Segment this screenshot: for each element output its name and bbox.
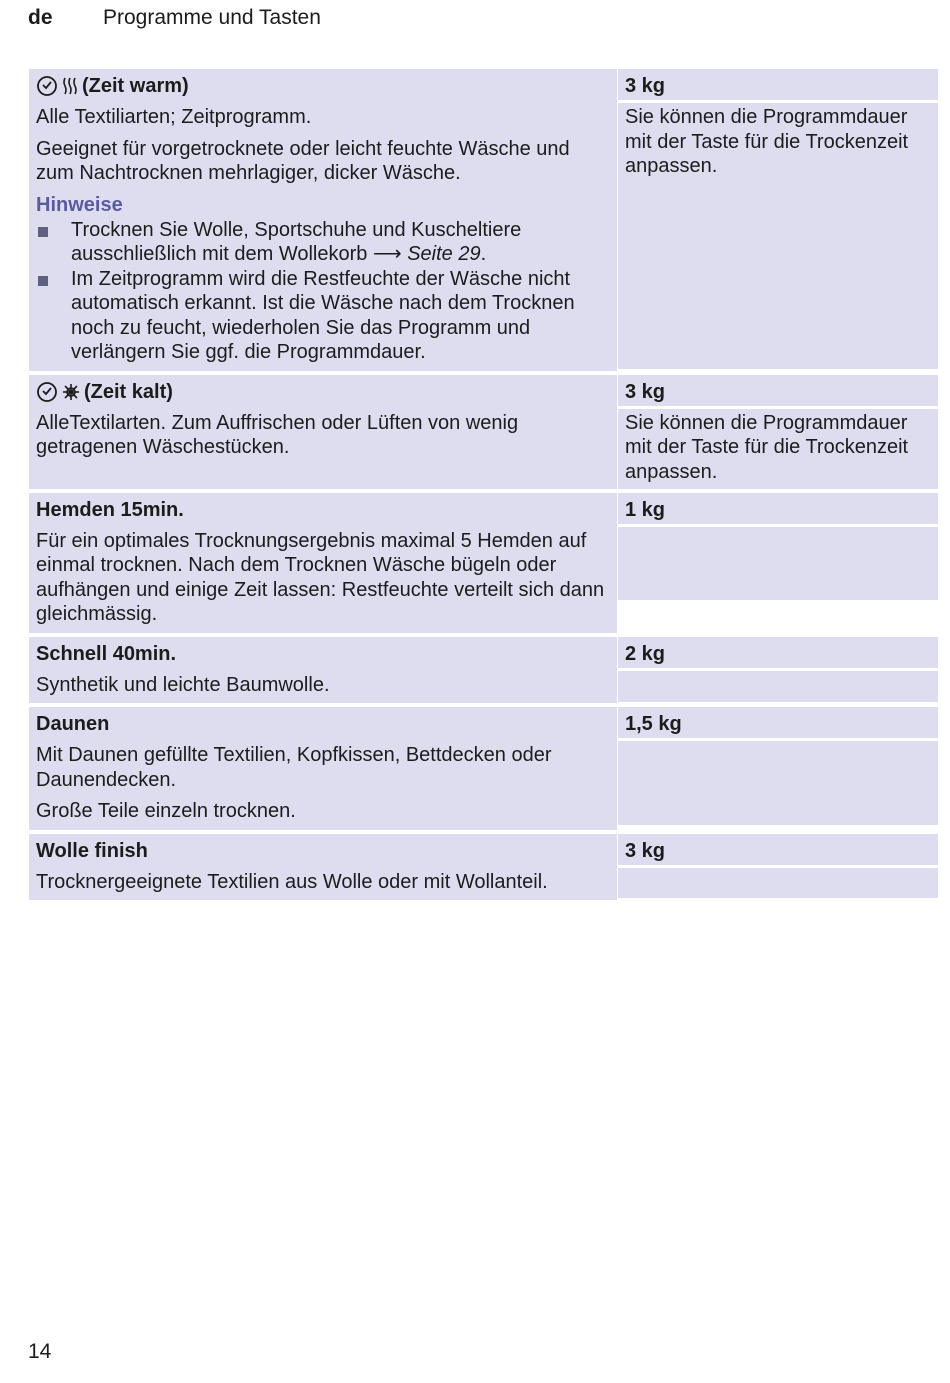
max-load: 1,5 kg [618, 707, 938, 741]
program-name [36, 837, 609, 865]
program-description-cell [29, 375, 617, 489]
program-description: Synthetik und leichte Baumwolle. [36, 673, 330, 696]
program-row-wolle-finish [29, 834, 938, 901]
program-description-cell [29, 637, 617, 704]
program-description-cell [29, 707, 617, 830]
hint-text: Trocknen Sie Wolle, Sportschuhe und Kuscheltiere ausschließlich mit dem Wollekorb [71, 218, 522, 265]
square-bullet-icon [38, 276, 48, 286]
program-name-text: Daunen [36, 713, 110, 735]
program-load-cell [617, 637, 938, 704]
program-note-empty [618, 527, 938, 600]
square-bullet-icon [38, 227, 48, 237]
hints-list [36, 218, 609, 365]
program-load-cell [617, 493, 938, 633]
program-name [36, 496, 609, 524]
program-row-schnell [29, 637, 938, 708]
program-name-text: (Zeit warm) [82, 75, 189, 97]
program-name-text: Hemden 15min. [36, 498, 184, 521]
hint-text: Im Zeitprogramm wird die Restfeuchte der Wäsche nicht automatisch erkannt. Ist die Wäsche nach dem Trocknen noch zu feucht, wiederholen Sie das Programm und verlängern Sie ggf. die Programmdauer. [71, 267, 575, 363]
hint-item: Trocknen Sie Wolle, Sportschuhe und Kuscheltiere ausschließlich mit dem Wollekorb ⟶ Seite 29. [36, 218, 609, 267]
program-name [36, 710, 609, 738]
program-description: Geeignet für vorgetrocknete oder leicht feuchte Wäsche und zum Nachtrocknen mehrlagiger, dicker Wäsche. [36, 137, 570, 184]
snowflake-icon [62, 383, 80, 401]
timer-icon [36, 75, 58, 97]
language-code: de [28, 6, 53, 29]
arrow-right-icon: ⟶ [372, 243, 402, 265]
program-load-cell [617, 834, 938, 901]
timer-icon [36, 381, 58, 403]
hints-heading: Hinweise [36, 193, 123, 216]
page-header [28, 6, 321, 36]
program-name [36, 378, 609, 406]
program-load-cell [617, 375, 938, 489]
max-load: 3 kg [618, 834, 938, 868]
program-description: Große Teile einzeln trocknen. [36, 800, 296, 822]
program-description-cell [29, 834, 617, 901]
program-description: Trocknergeeignete Textilien aus Wolle oder mit Wollanteil. [36, 870, 548, 893]
program-description-cell [29, 493, 617, 633]
program-row-zeit-warm [29, 69, 938, 375]
program-name-text: Schnell 40min. [36, 642, 177, 665]
heat-waves-icon [62, 76, 78, 96]
program-note: Sie können die Programmdauer mit der Taste für die Trockenzeit anpassen. [618, 103, 938, 369]
program-note-empty [618, 671, 938, 702]
page-reference-link[interactable]: Seite 29 [407, 243, 481, 265]
program-note-empty [618, 741, 938, 825]
program-description: Mit Daunen gefüllte Textilien, Kopfkissen, Bettdecken oder Daunendecken. [36, 744, 552, 791]
max-load: 3 kg [618, 375, 938, 409]
program-description: Alle Textiliarten; Zeitprogramm. [36, 106, 312, 128]
program-name [36, 640, 609, 668]
program-note: Sie können die Programmdauer mit der Taste für die Trockenzeit anpassen. [618, 409, 938, 489]
page-number: 14 [28, 1340, 52, 1363]
program-row-hemden [29, 493, 938, 637]
program-name [36, 72, 609, 100]
hint-item [36, 267, 609, 365]
program-name-text: Wolle finish [36, 839, 148, 862]
program-note-empty [618, 868, 938, 898]
program-row-daunen [29, 707, 938, 834]
program-description-cell [29, 69, 617, 371]
program-row-zeit-kalt [29, 375, 938, 493]
max-load: 1 kg [618, 493, 938, 527]
section-title: Programme und Tasten [103, 6, 321, 29]
max-load: 2 kg [618, 637, 938, 671]
program-load-cell [617, 707, 938, 830]
program-table [29, 69, 938, 900]
program-name-text: (Zeit kalt) [84, 380, 173, 403]
program-description: AlleTextilarten. Zum Auffrischen oder Lüften von wenig getragenen Wäschestücken. [36, 411, 519, 458]
program-description: Für ein optimales Trocknungsergebnis maximal 5 Hemden auf einmal trocknen. Nach dem Trocknen Wäsche bügeln oder aufhängen und einige Zeit lassen: Restfeuchte verteilt sich dann gleichmässig. [36, 529, 605, 625]
max-load: 3 kg [618, 69, 938, 103]
program-load-cell [617, 69, 938, 371]
